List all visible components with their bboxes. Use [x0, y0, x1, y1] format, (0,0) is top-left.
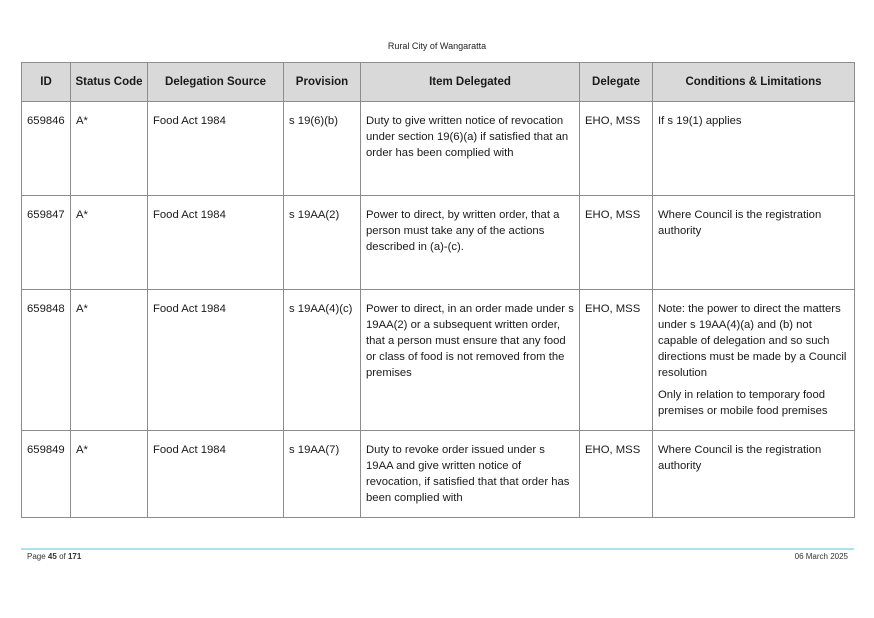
cell-item-delegated: Power to direct, by written order, that a person must take any of the actions described in (a)-(c). — [361, 196, 580, 290]
cell-conditions — [653, 196, 855, 290]
column-header-item-delegated: Item Delegated — [361, 63, 580, 102]
table-row — [22, 196, 855, 290]
cell-provision: s 19AA(2) — [284, 196, 361, 290]
cell-item-delegated: Power to direct, in an order made under s 19AA(2) or a subsequent written order, that a person must ensure that any food or class of food is not removed from the premises — [361, 290, 580, 431]
cell-delegation-source: Food Act 1984 — [148, 290, 284, 431]
condition-text: If s 19(1) applies — [658, 115, 742, 127]
document-header: Rural City of Wangaratta — [387, 41, 487, 51]
footer-date: 06 March 2025 — [794, 552, 848, 561]
page-total: 171 — [67, 552, 82, 561]
page-current: 45 — [47, 552, 57, 561]
condition-text: Where Council is the registration authority — [658, 444, 822, 472]
cell-id: 659846 — [22, 102, 71, 196]
condition-text: Only in relation to temporary food premises or mobile food premises — [658, 389, 828, 417]
condition-text: Where Council is the registration authority — [658, 209, 822, 237]
table-row — [22, 290, 855, 431]
page-of: of — [59, 552, 66, 561]
column-header-delegate: Delegate — [580, 63, 653, 102]
column-header-id: ID — [22, 63, 71, 102]
column-header-conditions: Conditions & Limitations — [653, 63, 855, 102]
cell-provision: s 19AA(7) — [284, 431, 361, 518]
cell-id: 659848 — [22, 290, 71, 431]
page-number — [27, 552, 81, 561]
cell-conditions — [653, 290, 855, 431]
table-row — [22, 431, 855, 518]
column-header-provision: Provision — [284, 63, 361, 102]
table-header-row — [22, 63, 855, 102]
cell-status-code: A* — [71, 431, 148, 518]
cell-delegate: EHO, MSS — [580, 196, 653, 290]
cell-delegation-source: Food Act 1984 — [148, 431, 284, 518]
cell-delegation-source: Food Act 1984 — [148, 102, 284, 196]
cell-item-delegated: Duty to give written notice of revocation under section 19(6)(a) if satisfied that an order has been complied with — [361, 102, 580, 196]
table-row — [22, 102, 855, 196]
cell-delegate: EHO, MSS — [580, 431, 653, 518]
condition-text: Note: the power to direct the matters under s 19AA(4)(a) and (b) not capable of delegation and so such directions must be made by a Council resolution — [658, 303, 847, 379]
cell-conditions — [653, 102, 855, 196]
page-prefix: Page — [27, 552, 46, 561]
cell-item-delegated: Duty to revoke order issued under s 19AA and give written notice of revocation, if satisfied that that order has been complied with — [361, 431, 580, 518]
cell-provision: s 19AA(4)(c) — [284, 290, 361, 431]
cell-id: 659849 — [22, 431, 71, 518]
cell-delegate: EHO, MSS — [580, 290, 653, 431]
cell-status-code: A* — [71, 196, 148, 290]
delegation-table — [21, 62, 855, 518]
column-header-status-code: Status Code — [71, 63, 148, 102]
cell-conditions — [653, 431, 855, 518]
footer-divider — [21, 548, 854, 550]
cell-provision: s 19(6)(b) — [284, 102, 361, 196]
cell-status-code: A* — [71, 290, 148, 431]
cell-delegation-source: Food Act 1984 — [148, 196, 284, 290]
cell-status-code: A* — [71, 102, 148, 196]
column-header-delegation-source: Delegation Source — [148, 63, 284, 102]
cell-id: 659847 — [22, 196, 71, 290]
cell-delegate: EHO, MSS — [580, 102, 653, 196]
